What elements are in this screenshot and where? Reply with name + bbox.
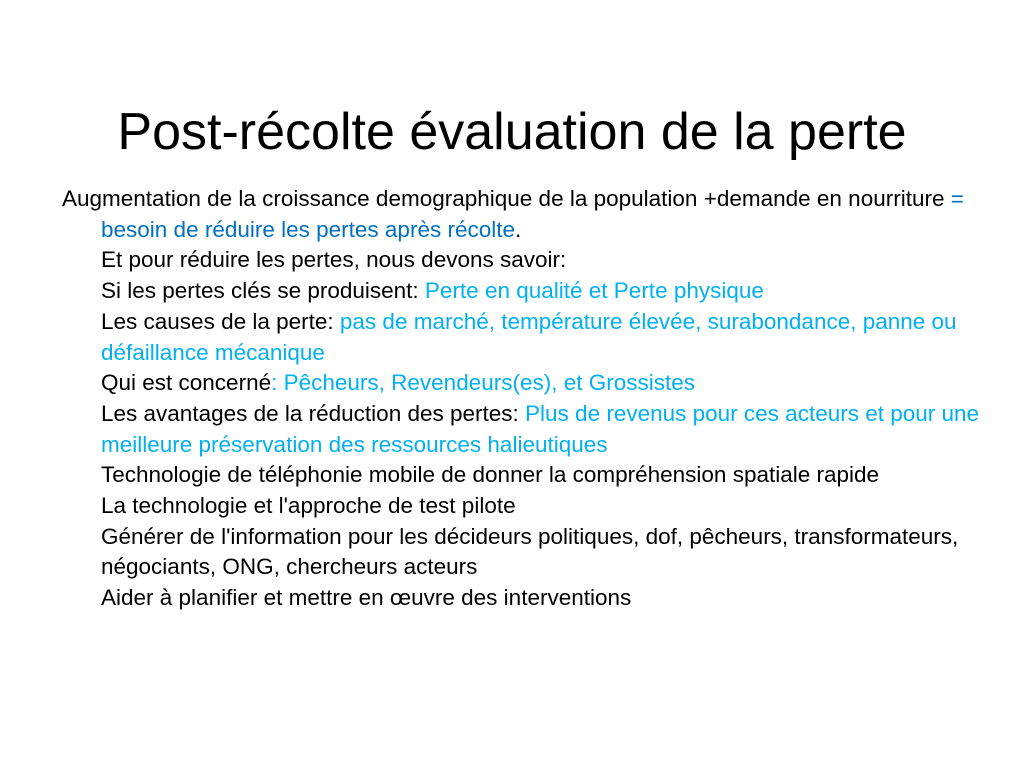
- intro-paragraph: [62, 184, 982, 245]
- line-text: Aider à planifier et mettre en œuvre des interventions: [101, 585, 632, 611]
- line-interventions: [62, 583, 982, 614]
- line-key-losses: [62, 276, 982, 307]
- slide-title: Post-récolte évaluation de la perte: [117, 102, 907, 161]
- line-highlight: Perte en qualité et Perte physique: [424, 278, 764, 304]
- line-text: Si les pertes clés se produisent:: [101, 278, 425, 304]
- line-text: Les avantages de la réduction des pertes:: [101, 400, 526, 426]
- intro-text: Augmentation de la croissance demographique de la population +demande en nourriture: [62, 186, 951, 211]
- line-text: Les causes de la perte:: [101, 308, 340, 334]
- intro-end: .: [515, 216, 522, 242]
- line-highlight: pas de marché, température élevée, surabondance, panne ou défaillance mécanique: [101, 308, 957, 365]
- line-knowledge: [62, 245, 982, 276]
- line-loss-causes: [62, 307, 982, 368]
- line-text: La technologie et l'approche de test pilote: [101, 493, 516, 519]
- line-text: Générer de l'information pour les décideurs politiques, dof, pêcheurs, transformateurs, négociants, ONG, chercheurs acteurs: [101, 523, 959, 580]
- line-mobile-tech: [62, 460, 982, 491]
- line-concerned: [62, 368, 982, 399]
- line-pilot-test: [62, 491, 982, 522]
- line-highlight: : Pêcheurs, Revendeurs(es), et Grossistes: [271, 370, 696, 396]
- line-text: Et pour réduire les pertes, nous devons savoir:: [101, 247, 567, 273]
- line-text: Qui est concerné: [101, 370, 272, 396]
- line-text: Technologie de téléphonie mobile de donner la compréhension spatiale rapide: [101, 462, 880, 488]
- line-benefits: [62, 399, 982, 460]
- intro-highlight: = besoin de réduire les pertes après récolte: [101, 186, 964, 242]
- slide-body: [62, 184, 982, 614]
- line-highlight: Plus de revenus pour ces acteurs et pour une meilleure préservation des ressources halieutiques: [101, 400, 980, 457]
- line-generate-info: [62, 522, 982, 583]
